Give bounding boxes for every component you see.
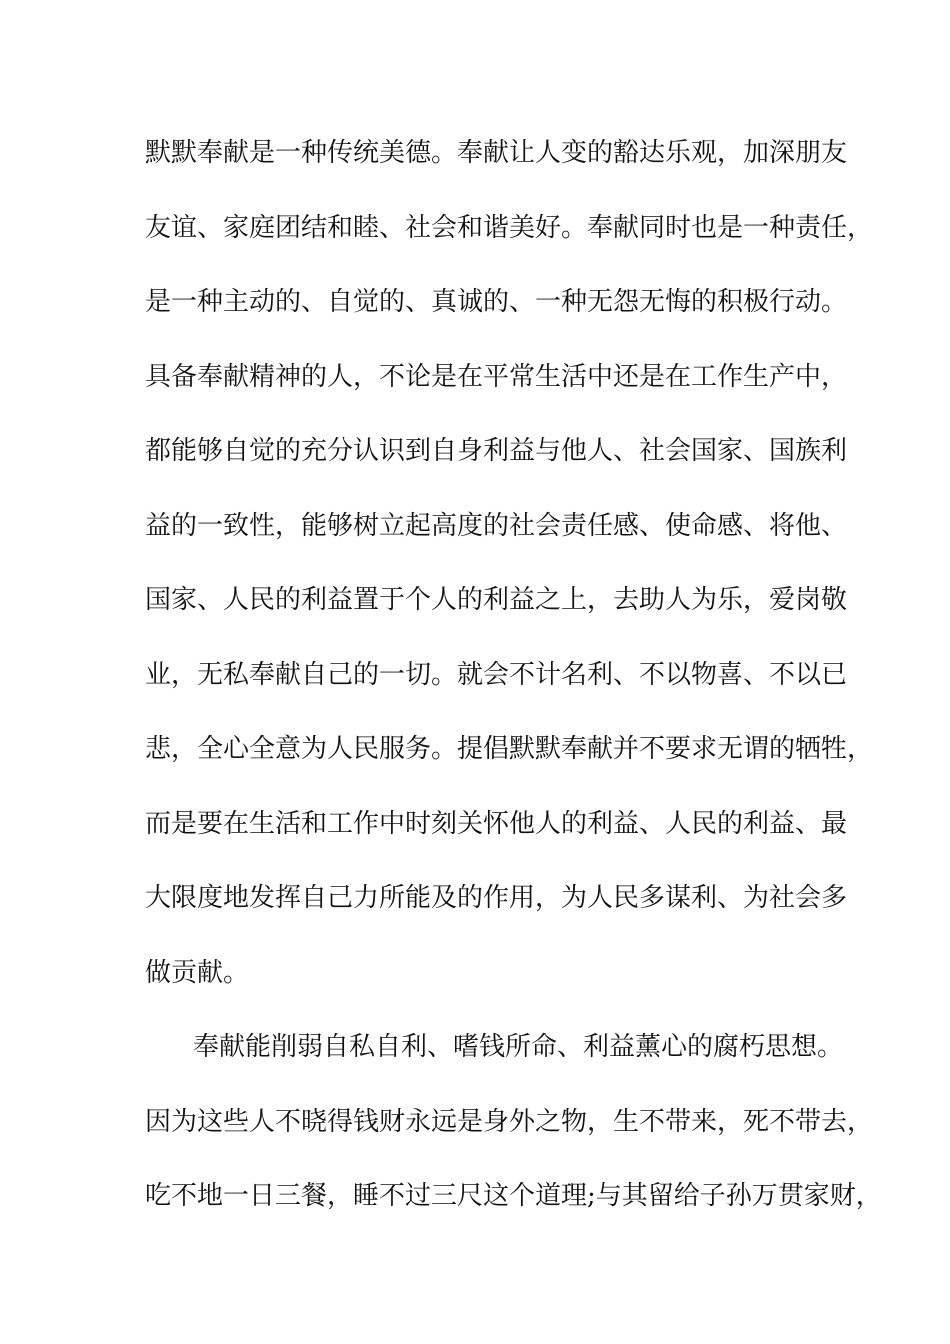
paragraph-line: 吃不地一日三餐，睡不过三尺这个道理;与其留给子孙万贯家财， (145, 1181, 882, 1211)
paragraph-line: 具备奉献精神的人，不论是在平常生活中还是在工作生产中， (145, 362, 848, 392)
paragraph-line: 大限度地发挥自己力所能及的作用，为人民多谋利、为社会多 (145, 883, 848, 913)
paragraph-line: 悲，全心全意为人民服务。提倡默默奉献并不要求无谓的牺牲， (145, 734, 874, 764)
paragraph-line: 默默奉献是一种传统美德。奉献让人变的豁达乐观，加深朋友 (145, 138, 848, 168)
paragraph-line: 都能够自觉的充分认识到自身利益与他人、社会国家、国族利 (145, 436, 848, 466)
paragraph-line: 而是要在生活和工作中时刻关怀他人的利益、人民的利益、最 (145, 809, 848, 839)
paragraph-line: 国家、人民的利益置于个人的利益之上，去助人为乐，爱岗敬 (145, 585, 848, 615)
paragraph-line: 做贡献。 (145, 958, 250, 988)
paragraph-line: 是一种主动的、自觉的、真诚的、一种无怨无悔的积极行动。 (145, 287, 848, 317)
paragraph-line: 业，无私奉献自己的一切。就会不计名利、不以物喜、不以已 (145, 660, 848, 690)
paragraph-line: 因为这些人不晓得钱财永远是身外之物，生不带来，死不带去， (145, 1107, 874, 1137)
paragraph-line: 奉献能削弱自私自利、嗜钱所命、利益薰心的腐朽思想。 (193, 1032, 844, 1062)
paragraph-line: 益的一致性，能够树立起高度的社会责任感、使命感、将他、 (145, 511, 848, 541)
paragraph-line: 友谊、家庭团结和睦、社会和谐美好。奉献同时也是一种责任， (145, 213, 874, 243)
